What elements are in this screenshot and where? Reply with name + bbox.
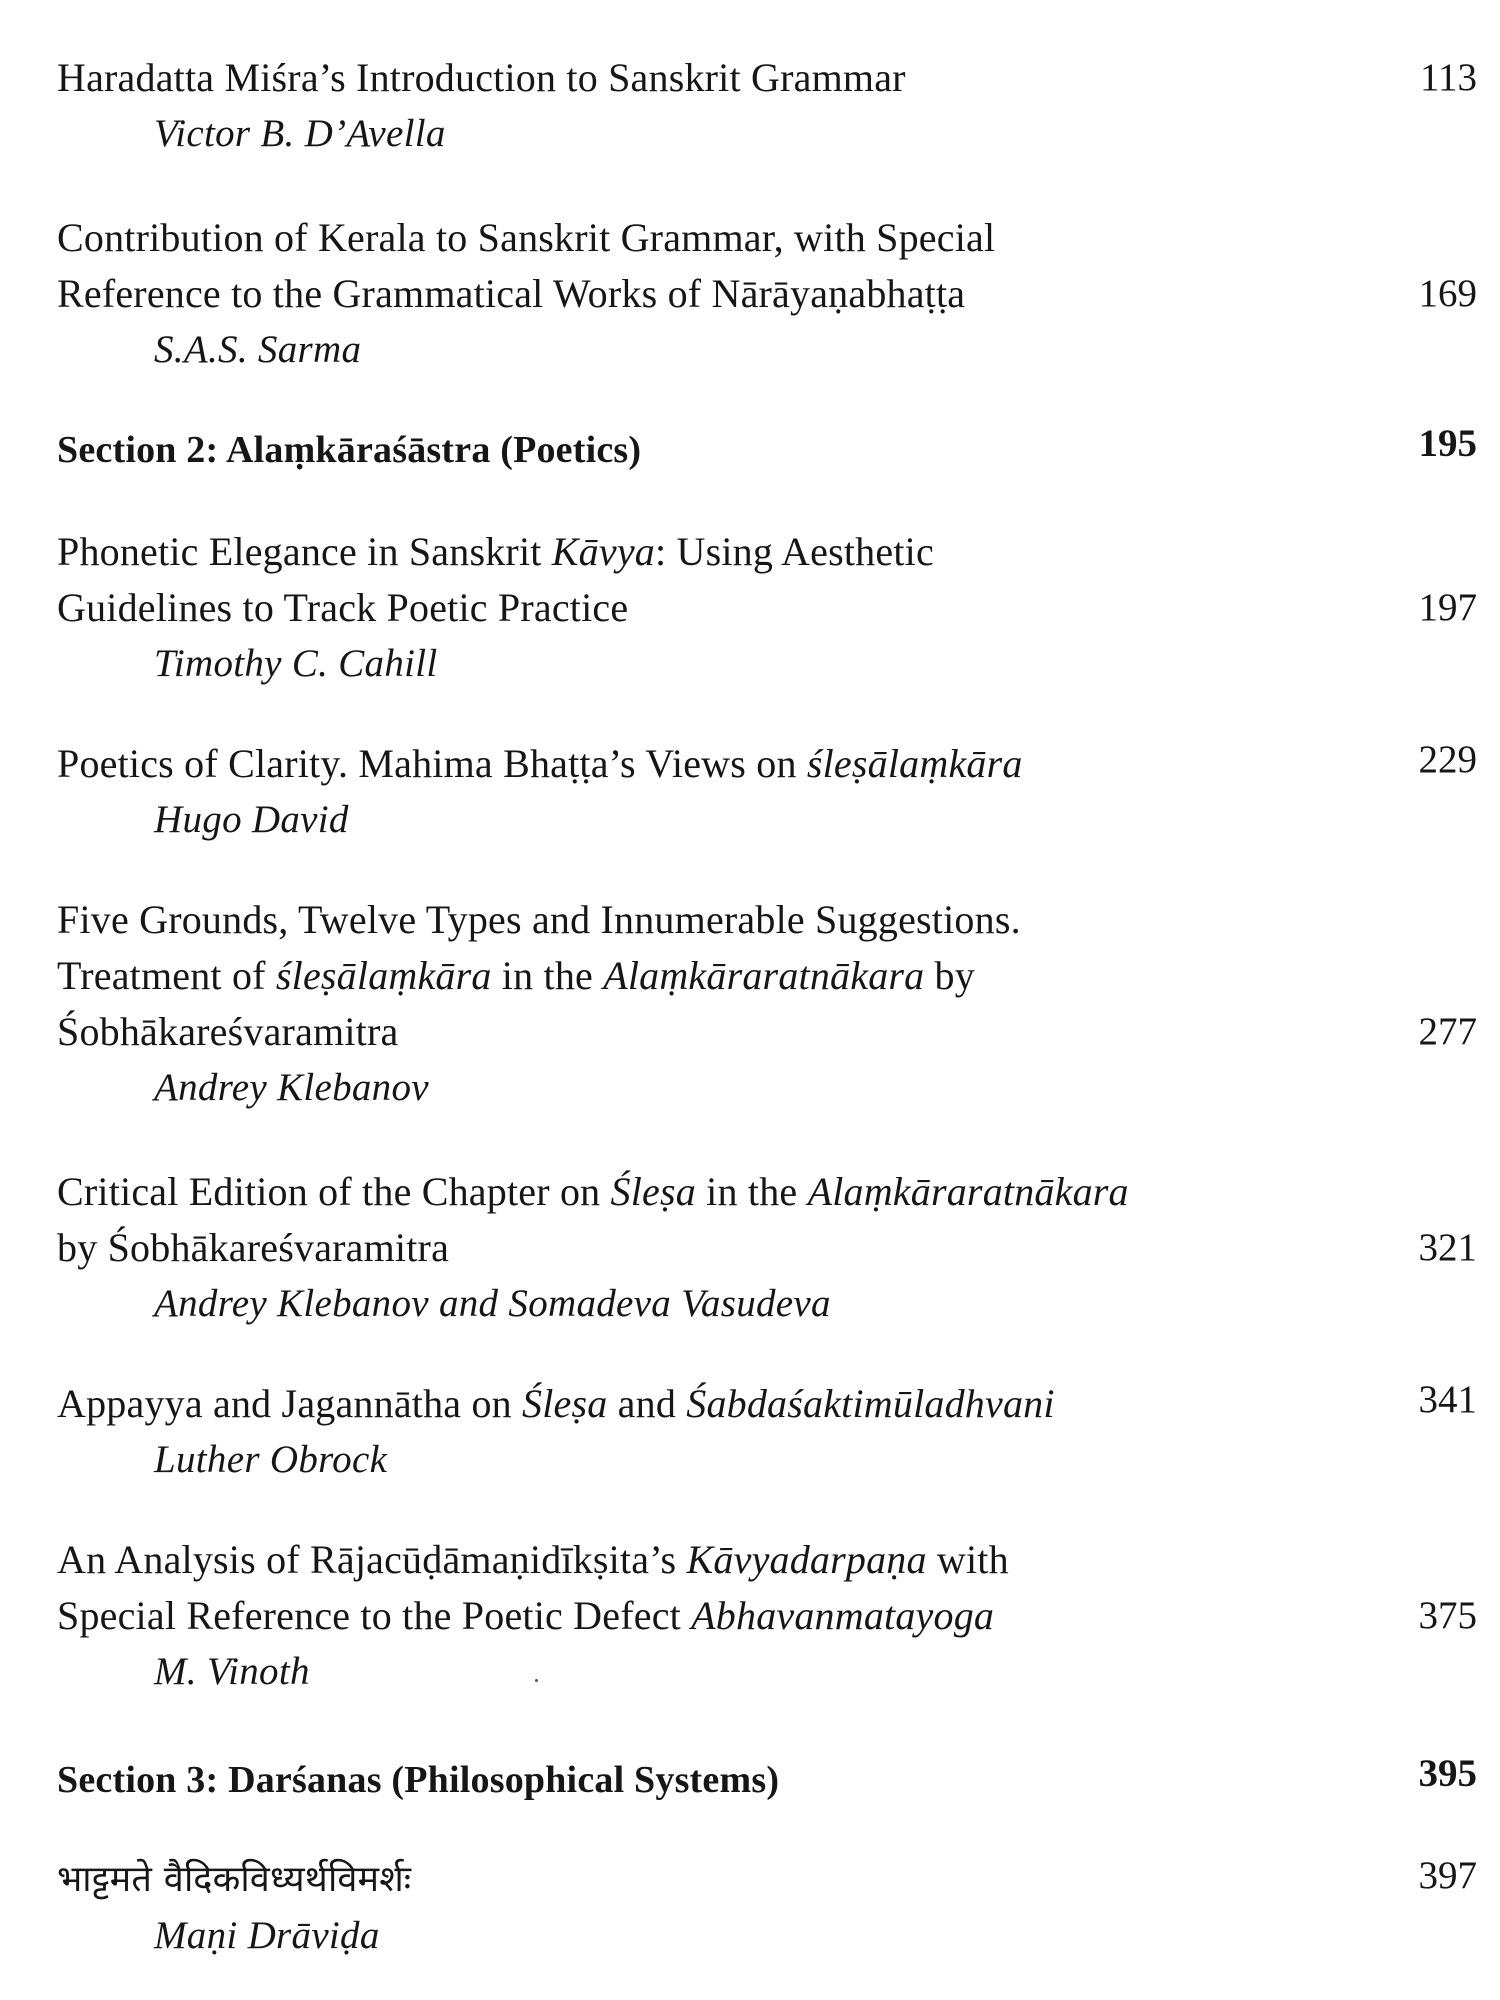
title-text: in the (491, 953, 604, 998)
entry-title-line: Śobhākareśvaramitra (57, 1009, 399, 1054)
title-text: by (924, 953, 975, 998)
entry-page-number: 169 (1418, 272, 1477, 315)
toc-entry (57, 736, 1477, 848)
entry-title (57, 1376, 1347, 1432)
entry-page-number: 375 (1418, 1594, 1477, 1637)
entry-title (57, 210, 1347, 322)
title-italic-text: Śleṣa (522, 1381, 608, 1426)
entry-page-number: 197 (1418, 586, 1477, 629)
entry-page-number: 341 (1418, 1378, 1477, 1421)
section-page-number: 195 (1418, 422, 1477, 465)
entry-title: Haradatta Miśra’s Introduction to Sanskrit Grammar (57, 55, 906, 100)
title-text: Treatment of (57, 953, 276, 998)
entry-page-number: 397 (1418, 1854, 1477, 1897)
entry-page-number: 229 (1418, 738, 1477, 781)
entry-title (57, 524, 1347, 636)
entry-author: S.A.S. Sarma (154, 328, 362, 371)
toc-entry (57, 1376, 1477, 1488)
title-italic-text: Śabdaśaktimūladhvani (686, 1381, 1055, 1426)
title-italic-text: Alaṃkāraratnākara (807, 1169, 1129, 1214)
toc-entry (57, 1164, 1477, 1332)
entry-title-line: Reference to the Grammatical Works of Nārāyaṇabhaṭṭa (57, 271, 966, 316)
title-text: with (926, 1537, 1009, 1582)
section-title: Section 2: Alaṃkāraśāstra (Poetics) (57, 429, 642, 471)
title-text: Phonetic Elegance in Sanskrit (57, 529, 552, 574)
title-italic-text: Kāvyadarpaṇa (686, 1537, 927, 1582)
entry-title (57, 1164, 1347, 1276)
entry-title (57, 1532, 1347, 1644)
entry-page-number: 321 (1418, 1226, 1477, 1269)
toc-entry (57, 1532, 1477, 1700)
title-text: : Using Aesthetic (654, 529, 934, 574)
entry-title (57, 892, 1347, 1060)
entry-title-line: by Śobhākareśvaramitra (57, 1225, 450, 1270)
title-text: and (607, 1381, 687, 1426)
title-text: Critical Edition of the Chapter on (57, 1169, 611, 1214)
entry-title-line: Guidelines to Track Poetic Practice (57, 585, 629, 630)
entry-title-line: Five Grounds, Twelve Types and Innumerable Suggestions. (57, 897, 1021, 942)
section-heading (57, 1752, 1477, 1808)
entry-author: Timothy C. Cahill (154, 642, 438, 685)
title-text: An Analysis of Rājacūḍāmaṇidīkṣita’s (57, 1537, 687, 1582)
entry-title: भाट्टमते वैदिकविध्यर्थविमर्शः (57, 1859, 412, 1900)
title-text: Appayya and Jagannātha on (57, 1381, 523, 1426)
section-page-number: 395 (1418, 1752, 1477, 1795)
section-heading (57, 422, 1477, 478)
toc-entry (57, 210, 1477, 378)
section-title: Section 3: Darśanas (Philosophical Systems) (57, 1759, 780, 1801)
entry-author: Luther Obrock (154, 1438, 388, 1481)
title-italic-text: śleṣālaṃkāra (275, 953, 492, 998)
toc-entry (57, 524, 1477, 692)
title-italic-text: śleṣālaṃkāra (806, 741, 1023, 786)
toc-entry (57, 50, 1477, 162)
title-italic-text: Abhavanmatayoga (691, 1593, 995, 1638)
entry-title (57, 736, 1347, 792)
toc-entry (57, 1852, 1477, 1964)
title-italic-text: Kāvya (551, 529, 655, 574)
entry-page-number: 277 (1418, 1010, 1477, 1053)
title-text: Special Reference to the Poetic Defect (57, 1593, 692, 1638)
entry-author: M. Vinoth (154, 1650, 310, 1693)
entry-author: Andrey Klebanov (154, 1066, 429, 1109)
entry-author: Hugo David (154, 798, 349, 841)
entry-author: Andrey Klebanov and Somadeva Vasudeva (154, 1282, 831, 1325)
entry-author: Maṇi Drāviḍa (154, 1914, 380, 1957)
speck (535, 1679, 538, 1682)
entry-page-number: 113 (1419, 56, 1477, 99)
entry-title-line: Contribution of Kerala to Sanskrit Grammar, with Special (57, 215, 996, 260)
title-text: Poetics of Clarity. Mahima Bhaṭṭa’s Views on (57, 741, 807, 786)
title-italic-text: Śleṣa (610, 1169, 696, 1214)
entry-author: Victor B. D’Avella (154, 112, 446, 155)
toc-entry (57, 892, 1477, 1116)
title-text: in the (695, 1169, 808, 1214)
title-italic-text: Alaṃkāraratnākara (603, 953, 925, 998)
